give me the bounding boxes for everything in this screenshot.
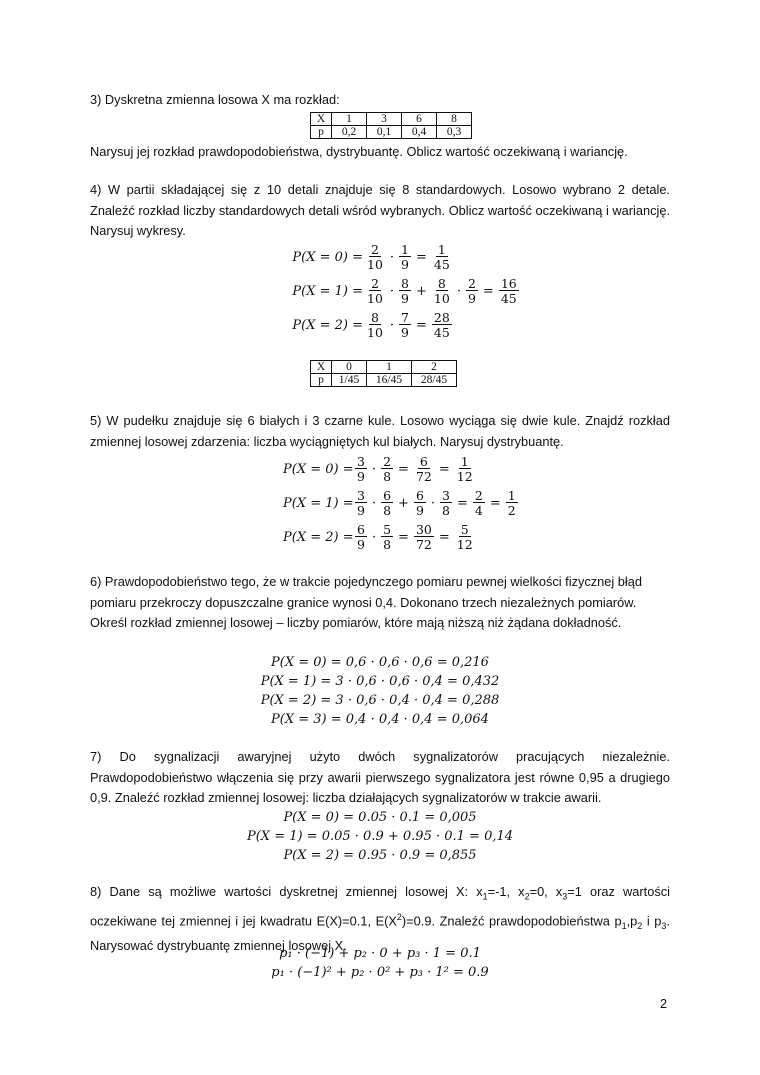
equation: P(X = 0) = 0.05 · 0.1 = 0,005 <box>283 810 477 825</box>
task-3 <box>90 90 670 111</box>
equation: p₁ · (−1) + p₂ · 0 + p₃ · 1 = 0.1 <box>279 946 481 961</box>
table-row: X 0 1 2 <box>311 361 457 374</box>
equation: P(X = 2) = $\frac{8}{10}$ · $\frac{7}{9}$ = $\frac{28}{45}$ <box>292 310 450 340</box>
task-4-distribution-table <box>310 360 457 387</box>
equation: P(X = 0) = 0,6 · 0,6 · 0,6 = 0,216 <box>271 655 489 670</box>
equation: P(X = 1) = $\frac{3}{9}$ · $\frac{6}{8}$ + $\frac{6}{9}$ · $\frac{3}{8}$ = $\frac{2}{4}$ = $\frac{1}{2}$ <box>283 488 516 518</box>
equation: P(X = 1) = $\frac{2}{10}$ · $\frac{8}{9}$ + $\frac{8}{10}$ · $\frac{2}{9}$ = $\frac{16}{45}$ <box>292 276 517 306</box>
task-5-text: 5) W pudełku znajduje się 6 białych i 3 czarne kule. Losowo wyciąga się dwie kule. Znajdź rozkład zmiennej losowej zdarzenia: liczba wyciągniętych kul białych. Narysuj dystrybuantę. <box>90 413 670 449</box>
table-row: X 1 3 6 8 <box>311 113 472 126</box>
equation: P(X = 0) = $\frac{3}{9}$ · $\frac{2}{8}$ = $\frac{6}{72}$ = $\frac{1}{12}$ <box>283 454 473 484</box>
task-3-distribution-table <box>310 112 472 139</box>
task-3-intro: 3) Dyskretna zmienna losowa X ma rozkład: <box>90 92 340 107</box>
table-row: p 0,2 0,1 0,4 0,3 <box>311 126 472 139</box>
equation: P(X = 1) = 3 · 0,6 · 0,6 · 0,4 = 0,432 <box>260 674 500 689</box>
equation: P(X = 2) = 0.95 · 0.9 = 0,855 <box>283 848 477 863</box>
task-6-text: 6) Prawdopodobieństwo tego, że w trakcie pojedynczego pomiaru pewnej wielkości fizycznej błąd pomiaru przekroczy dopuszczalne granice wynosi 0,4. Dokonano trzech niezależnych pomiarów. Określ rozkład zmiennej losowej – liczby pomiarów, które mają niższą niż żądana dokładność. <box>90 574 642 630</box>
task-5-equations <box>283 452 520 554</box>
equation: P(X = 2) = $\frac{6}{9}$ · $\frac{5}{8}$ = $\frac{30}{72}$ = $\frac{5}{12}$ <box>283 522 473 552</box>
equation: P(X = 1) = 0.05 · 0.9 + 0.95 · 0.1 = 0,14 <box>246 829 514 844</box>
task-6-equations <box>190 653 570 729</box>
task-8-text: 8) Dane są możliwe wartości dyskretnej zmiennej losowej X: $x_1=-1$, $x_2=0$, $x_3=1$ oraz wartości oczekiwane tej zmiennej i jej kwadratu E(X)=0.1, $E(X^2)=0.9$. Znaleźć prawdopodobieństwa $p_1,p_2$ i $p_3$. Narysować dystrybuantę zmiennej losowej X. <box>90 884 670 954</box>
task-8-equations <box>190 944 570 982</box>
task-4-equations <box>283 240 521 342</box>
equation: p₁ · (−1)² + p₂ · 0² + p₃ · 1² = 0.9 <box>271 965 489 980</box>
page-number: 2 <box>660 996 668 1011</box>
task-4-text: 4) W partii składającej się z 10 detali znajduje się 8 standardowych. Losowo wybrano 2 detale. Znaleźć rozkład liczby standardowych detali wśród wybranych. Oblicz wartość oczekiwaną i wariancję. Narysuj wykresy. <box>90 182 670 238</box>
table-row: p 1/45 16/45 28/45 <box>311 374 457 387</box>
equation: P(X = 3) = 0,4 · 0,4 · 0,4 = 0,064 <box>271 712 489 727</box>
equation: P(X = 0) = $\frac{2}{10}$ · $\frac{1}{9}$ = $\frac{1}{45}$ <box>292 242 450 272</box>
equation: P(X = 2) = 3 · 0,6 · 0,4 · 0,4 = 0,288 <box>260 693 500 708</box>
task-3-instruction: Narysuj jej rozkład prawdopodobieństwa, dystrybuantę. Oblicz wartość oczekiwaną i wariancję. <box>90 144 628 159</box>
task-7-text: 7) Do sygnalizacji awaryjnej użyto dwóch sygnalizatorów pracujących niezależnie. Prawdopodobieństwo włączenia się przy awarii pierwszego sygnalizatora jest równe 0,95 a drugiego 0,9. Znaleźć rozkład zmiennej losowej: liczba działających sygnalizatorów w trakcie awarii. <box>90 749 670 805</box>
task-7-equations <box>190 808 570 865</box>
